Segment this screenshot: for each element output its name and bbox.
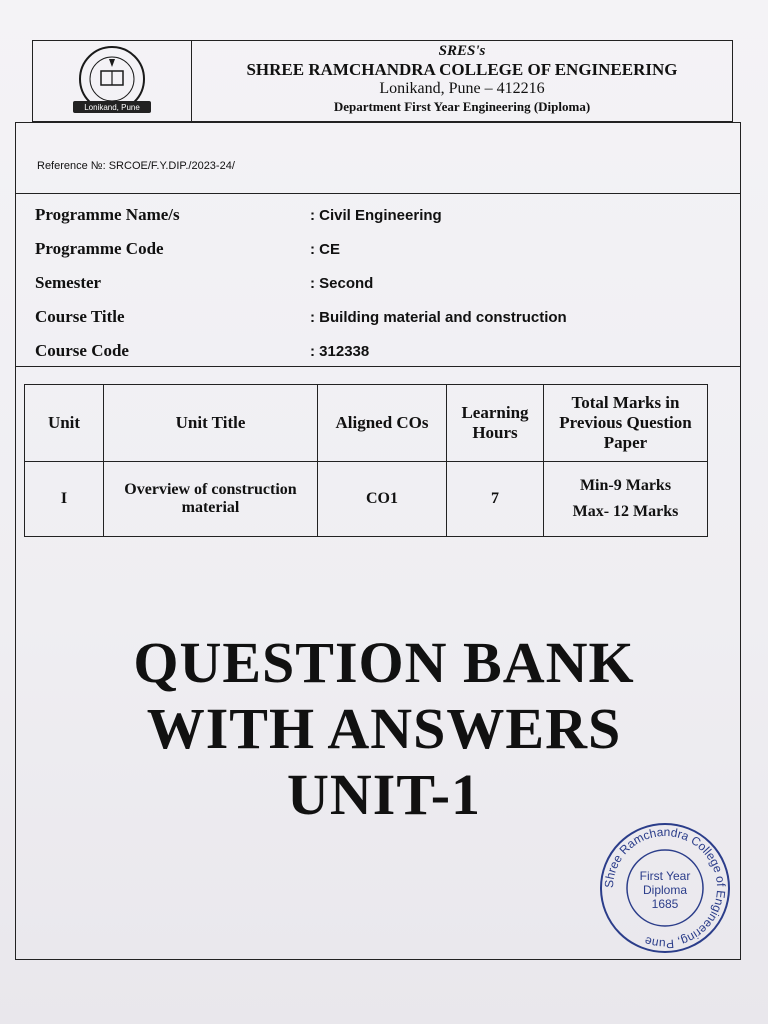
detail-value: : CE — [310, 240, 340, 258]
stamp-line: 1685 — [651, 897, 679, 911]
detail-row — [35, 300, 735, 334]
detail-label: Programme Name/s — [35, 205, 180, 224]
stamp-line: Diploma — [642, 883, 688, 897]
logo-text: Lonikand, Pune — [84, 103, 140, 112]
col-total-marks: Total Marks in Previous Question Paper — [544, 385, 708, 462]
cell-unit: I — [25, 462, 104, 537]
table-header-row — [25, 385, 708, 462]
marks-min: Min-9 Marks — [579, 477, 672, 494]
detail-label: Course Code — [35, 341, 129, 360]
reference-number: Reference №: SRCOE/F.Y.DIP./2023-24/ — [37, 160, 235, 172]
detail-value: : Building material and construction — [310, 308, 567, 326]
title-line: QUESTION BANK — [133, 630, 635, 695]
table-row — [25, 462, 708, 537]
col-unit: Unit — [25, 385, 104, 462]
department-name: Department First Year Engineering (Diploma) — [333, 99, 591, 114]
col-learning-hours: Learning Hours — [447, 385, 544, 462]
stamp-ring-text: Shree Ramchandra College of Engineering, Pune — [601, 824, 729, 952]
col-unit-title: Unit Title — [104, 385, 318, 462]
programme-details — [35, 198, 735, 368]
college-name: SHREE RAMCHANDRA COLLEGE OF ENGINEERING — [246, 60, 678, 79]
detail-value: : Second — [310, 274, 374, 292]
section-divider — [15, 366, 741, 367]
cell-unit-title: Overview of construction material — [104, 462, 318, 537]
college-address: Lonikand, Pune – 412216 — [379, 80, 545, 97]
college-logo-icon — [57, 45, 167, 117]
unit-table — [24, 384, 708, 537]
college-logo-cell — [33, 41, 192, 121]
detail-row — [35, 266, 735, 300]
document-title — [0, 630, 768, 828]
stamp-line: First Year — [639, 869, 691, 883]
cell-marks — [544, 462, 708, 537]
detail-row — [35, 232, 735, 266]
college-stamp — [597, 820, 733, 956]
marks-max: Max- 12 Marks — [572, 503, 679, 520]
detail-label: Semester — [35, 273, 102, 292]
detail-value: : 312338 — [310, 342, 370, 360]
college-info — [192, 41, 732, 121]
col-aligned-cos: Aligned COs — [318, 385, 447, 462]
detail-value: : Civil Engineering — [310, 206, 442, 224]
sres-label: SRES's — [438, 43, 486, 59]
college-header — [32, 40, 733, 122]
detail-label: Course Title — [35, 307, 125, 326]
title-line: UNIT-1 — [286, 762, 482, 827]
detail-row — [35, 334, 735, 368]
cell-cos: CO1 — [318, 462, 447, 537]
detail-label: Programme Code — [35, 239, 164, 258]
cell-hours: 7 — [447, 462, 544, 537]
reference-box — [15, 122, 741, 194]
title-line: WITH ANSWERS — [146, 696, 622, 761]
detail-row — [35, 198, 735, 232]
